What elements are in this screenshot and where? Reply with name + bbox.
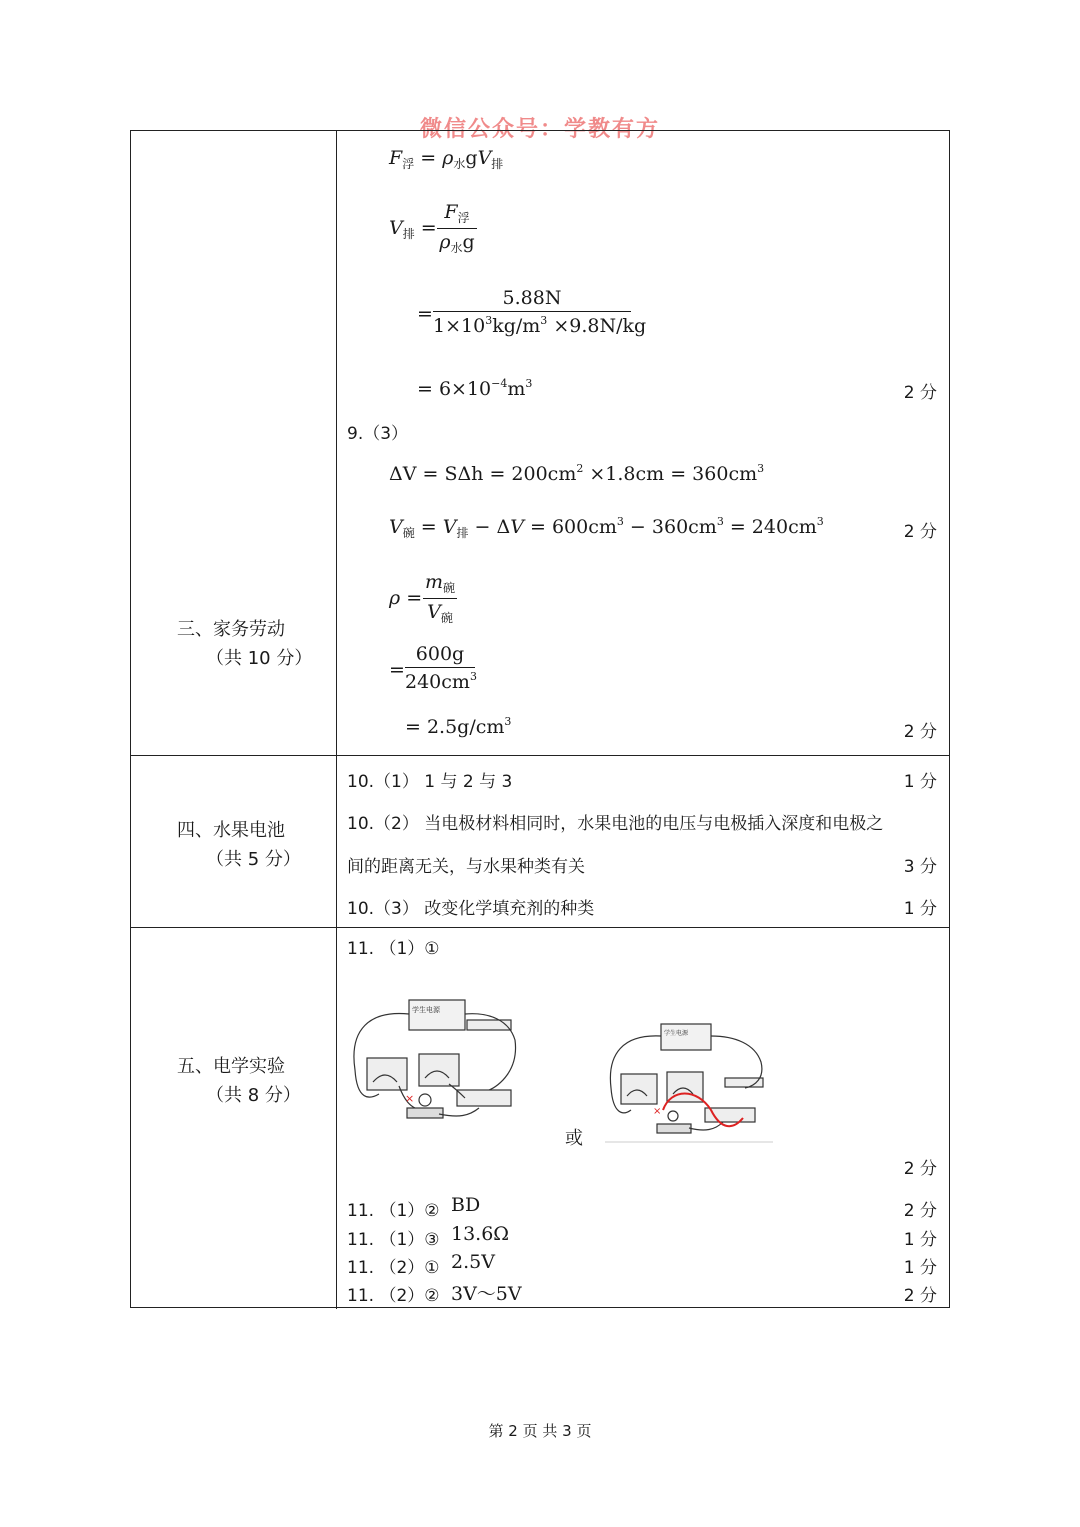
fraction-numeric: 5.88N $1\times 10^3kg/m^3 \times 9.8N/kg$ [433,287,647,337]
answer-line: 10.（2） 当电极材料相同时，水果电池的电压与电极插入深度和电极之 [347,814,884,834]
score: 2 分 [903,722,937,742]
equals-sign: = [417,303,433,325]
score: 1 分 [903,1258,937,1278]
circuit-diagram-1 [349,990,529,1138]
section-label [131,756,337,927]
score: 2 分 [903,1159,937,1179]
answer-line: 10.（3） 改变化学填充剂的种类 [347,899,595,919]
section-title: 五、电学实验 [177,1056,285,1077]
score: 2 分 [903,522,937,542]
answer-value: BD [451,1194,481,1216]
formula-delta-v: $\Delta V = S\Delta h = 200cm^2 \times 1.8cm = 360cm^3$ [389,462,765,485]
or-text: 或 [565,1128,583,1149]
answer-value: 13.6Ω [451,1223,510,1245]
section-title: 三、家务劳动 [177,619,285,640]
watermark: 微信公众号：学教有方 [419,117,660,142]
circuit-label: 学生电源 [412,1006,440,1014]
question-label: 11. （1）① [347,939,440,959]
answer-line: 10.（1） 1 与 2 与 3 [347,772,513,792]
section-row-fruit-battery [131,756,949,928]
section-title: 四、水果电池 [177,820,285,841]
answer-line: 间的距离无关，与水果种类有关 [347,857,585,877]
formula-result-density: = $2.5g/cm^3$ [405,715,512,738]
answer-label: 11. （2）① [347,1258,440,1278]
score: 1 分 [903,899,937,919]
equals-sign: = [389,659,405,681]
circuit-diagram-2 [605,1018,775,1148]
section-total: （共 5 分） [206,849,301,870]
answer-value: 3V～5V [451,1283,522,1305]
score: 2 分 [903,383,937,403]
formula-buoyancy: $F_浮 = \rho_水gV_排$ [389,147,504,171]
section-total: （共 10 分） [206,648,313,669]
fraction-volume: $F_浮$ $\rho_水g$ [437,201,477,256]
circuit-label: 学生电源 [664,1030,689,1037]
fraction-density: $m_碗$ $V_碗$ [424,571,456,625]
section-row-electric-experiment [131,928,949,1309]
formula-result-volume: = $6\times 10^{-4}m^3$ [417,377,533,400]
section-label [131,131,337,755]
section-content [337,131,949,755]
page-footer: 第 2 页 共 3 页 [488,1422,592,1440]
answer-table [130,130,950,1308]
answer-label: 11. （1）② [347,1201,440,1221]
cross-mark: × [653,1106,662,1117]
score: 1 分 [903,772,937,792]
section-total: （共 8 分） [206,1085,301,1106]
answer-label: 11. （1）③ [347,1230,440,1250]
formula-bowl-volume: $V_碗 = V_排 - \Delta V = 600cm^3 - 360cm^3 = 240cm^3$ [389,515,824,540]
question-label: 9.（3） [347,424,409,444]
score: 2 分 [903,1201,937,1221]
section-row-household [131,131,949,756]
answer-label: 11. （2）② [347,1286,440,1306]
section-content [337,756,949,927]
score: 2 分 [903,1286,937,1306]
formula-density-label: ρ = [389,587,423,609]
score: 1 分 [903,1230,937,1250]
section-label [131,928,337,1309]
score: 3 分 [903,857,937,877]
formula-volume-label: $V_排$ = [389,217,437,241]
fraction-density-numeric: 600g $240cm^3$ [405,643,477,693]
section-content [337,928,949,1309]
answer-value: 2.5V [451,1251,495,1273]
cross-mark: × [405,1092,415,1105]
